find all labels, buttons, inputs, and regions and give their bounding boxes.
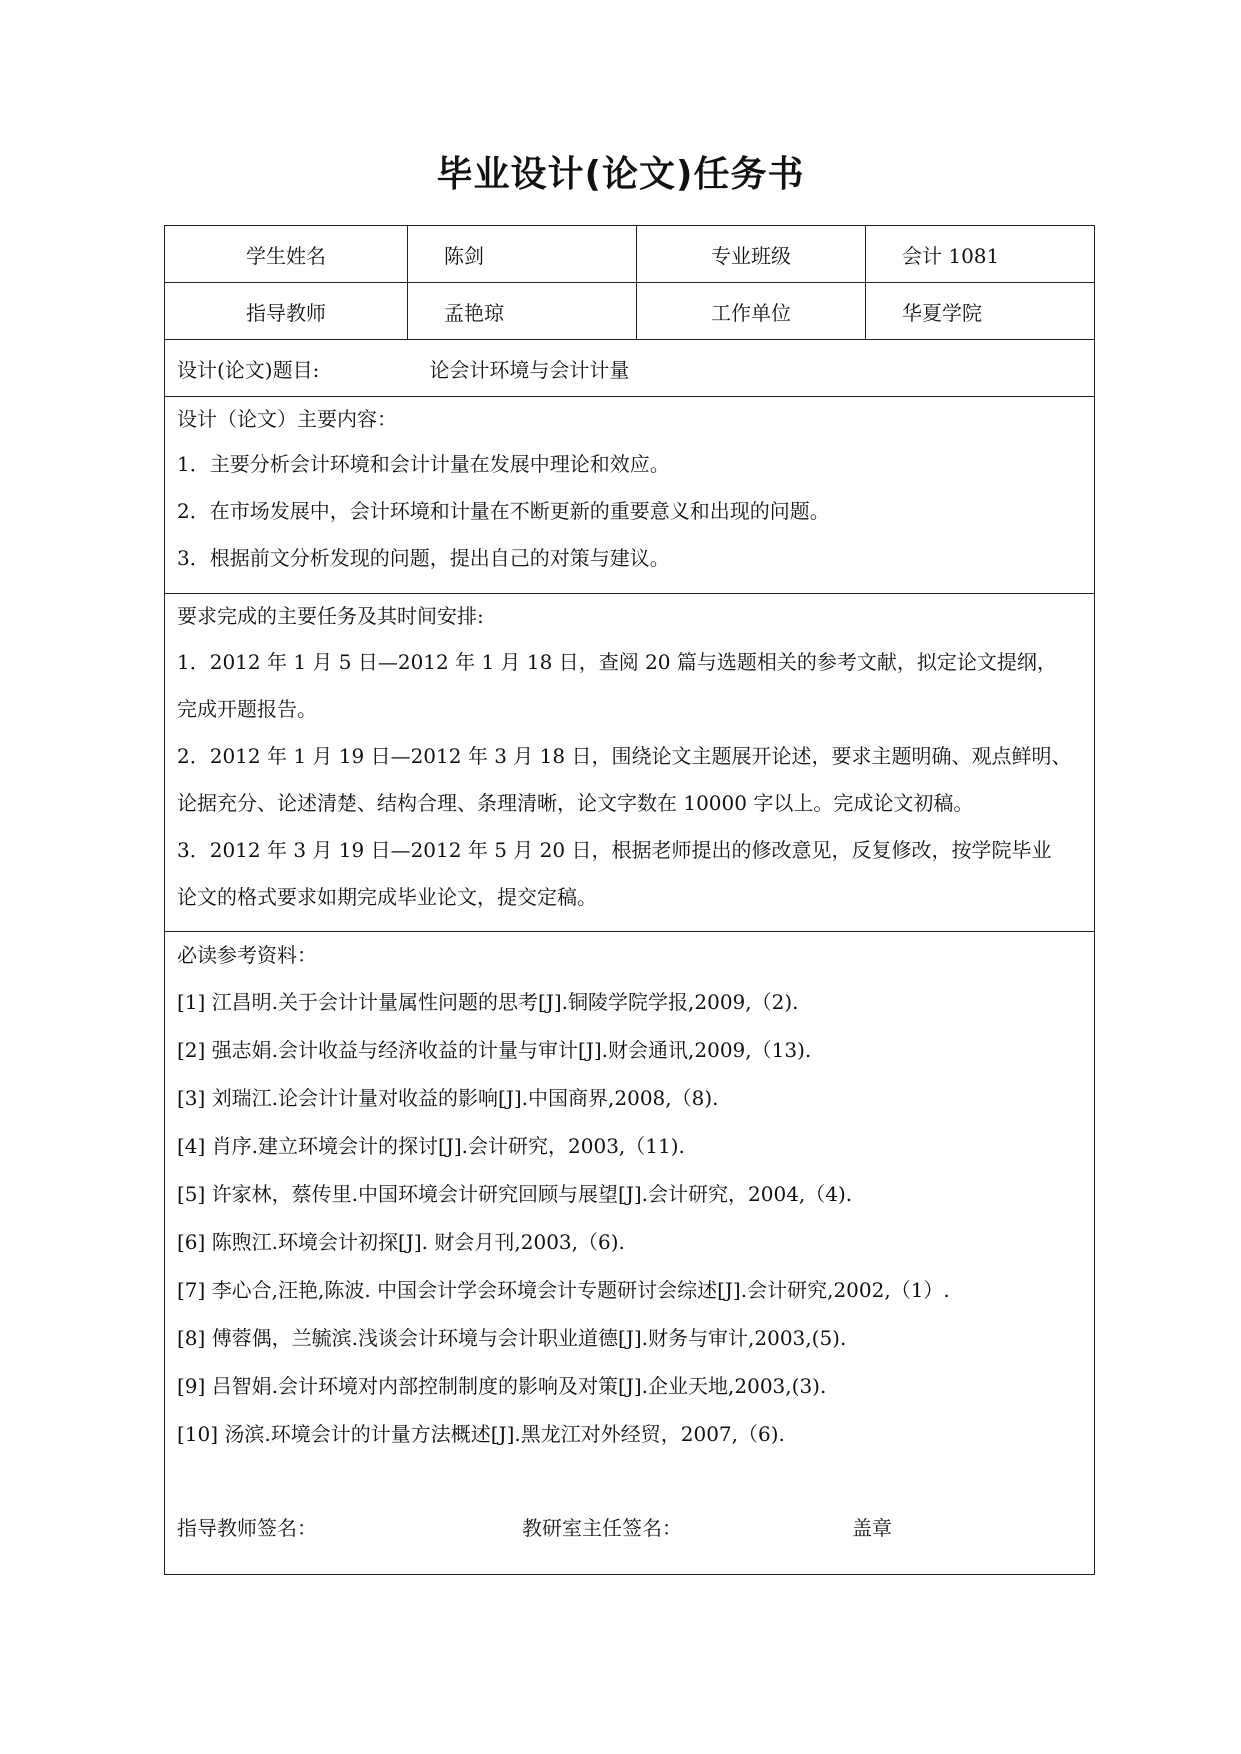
task-line: 论据充分、论述清楚、结构合理、条理清晰，论文字数在 10000 字以上。完成论文初稿。 [177, 791, 974, 815]
info-row-2 [165, 283, 1095, 340]
document-title: 毕业设计(论文)任务书 [436, 154, 805, 195]
reference-item: [3] 刘瑞江.论会计计量对收益的影响[J].中国商界,2008,（8). [177, 1086, 719, 1110]
task-line: 论文的格式要求如期完成毕业论文，提交定稿。 [177, 885, 597, 909]
topic-value: 论会计环境与会计计量 [429, 357, 630, 382]
spacer [165, 1458, 1094, 1502]
topic-row [165, 340, 1095, 397]
content-heading: 设计（论文）主要内容： [177, 407, 397, 431]
info-row-1 [165, 226, 1095, 283]
student-name-value: 陈剑 [408, 226, 637, 283]
seal-label: 盖章 [852, 1516, 892, 1540]
advisor-label: 指导教师 [165, 283, 408, 340]
references-heading: 必读参考资料： [177, 943, 317, 967]
student-name-label: 学生姓名 [165, 226, 408, 283]
content-row [165, 397, 1095, 594]
tasks-heading: 要求完成的主要任务及其时间安排: [177, 604, 484, 628]
reference-item: [9] 吕智娟.会计环境对内部控制制度的影响及对策[J].企业天地,2003,(3). [177, 1374, 827, 1398]
task-line: 完成开题报告。 [177, 697, 317, 721]
tasks-row [165, 594, 1095, 932]
advisor-signature-label: 指导教师签名： [177, 1516, 317, 1540]
topic-cell [165, 340, 1095, 397]
task-line: 1．2012 年 1 月 5 日—2012 年 1 月 18 日，查阅 20 篇与选题相关的参考文献，拟定论文提纲， [177, 650, 1057, 674]
reference-item: [7] 李心合,汪艳,陈波. 中国会计学会环境会计专题研讨会综述[J].会计研究,2002,（1）. [177, 1278, 950, 1302]
class-value: 会计 1081 [866, 226, 1095, 283]
task-line: 3．2012 年 3 月 19 日—2012 年 5 月 20 日，根据老师提出的修改意见，反复修改，按学院毕业 [177, 838, 1052, 862]
references-row [165, 932, 1095, 1575]
signature-line [165, 1502, 1094, 1554]
tasks-cell [165, 594, 1095, 932]
reference-item: [4] 肖序.建立环境会计的探讨[J].会计研究，2003,（11). [177, 1134, 685, 1158]
content-item: 3．根据前文分析发现的问题，提出自己的对策与建议。 [177, 546, 670, 570]
reference-item: [10] 汤滨.环境会计的计量方法概述[J].黑龙江对外经贸，2007,（6). [177, 1422, 785, 1446]
unit-label: 工作单位 [637, 283, 866, 340]
task-line: 2．2012 年 1 月 19 日—2012 年 3 月 18 日，围绕论文主题展开论述，要求主题明确、观点鲜明、 [177, 744, 1072, 768]
class-label: 专业班级 [637, 226, 866, 283]
content-cell [165, 397, 1095, 594]
advisor-value: 孟艳琼 [408, 283, 637, 340]
task-table [164, 225, 1095, 1575]
content-item: 1．主要分析会计环境和会计计量在发展中理论和效应。 [177, 452, 670, 476]
reference-item: [1] 江昌明.关于会计计量属性问题的思考[J].铜陵学院学报,2009,（2). [177, 990, 799, 1014]
reference-item: [6] 陈煦江.环境会计初探[J]. 财会月刊,2003,（6). [177, 1230, 625, 1254]
topic-label: 设计(论文)题目: [177, 357, 320, 382]
reference-item: [2] 强志娟.会计收益与经济收益的计量与审计[J].财会通讯,2009,（13). [177, 1038, 812, 1062]
content-item: 2．在市场发展中，会计环境和计量在不断更新的重要意义和出现的问题。 [177, 499, 830, 523]
unit-value: 华夏学院 [866, 283, 1095, 340]
reference-item: [5] 许家林，蔡传里.中国环境会计研究回顾与展望[J].会计研究，2004,（4). [177, 1182, 853, 1206]
reference-item: [8] 傅蓉偶，兰毓滨.浅谈会计环境与会计职业道德[J].财务与审计,2003,(5). [177, 1326, 847, 1350]
director-signature-label: 教研室主任签名： [522, 1516, 682, 1540]
references-cell [165, 932, 1095, 1575]
